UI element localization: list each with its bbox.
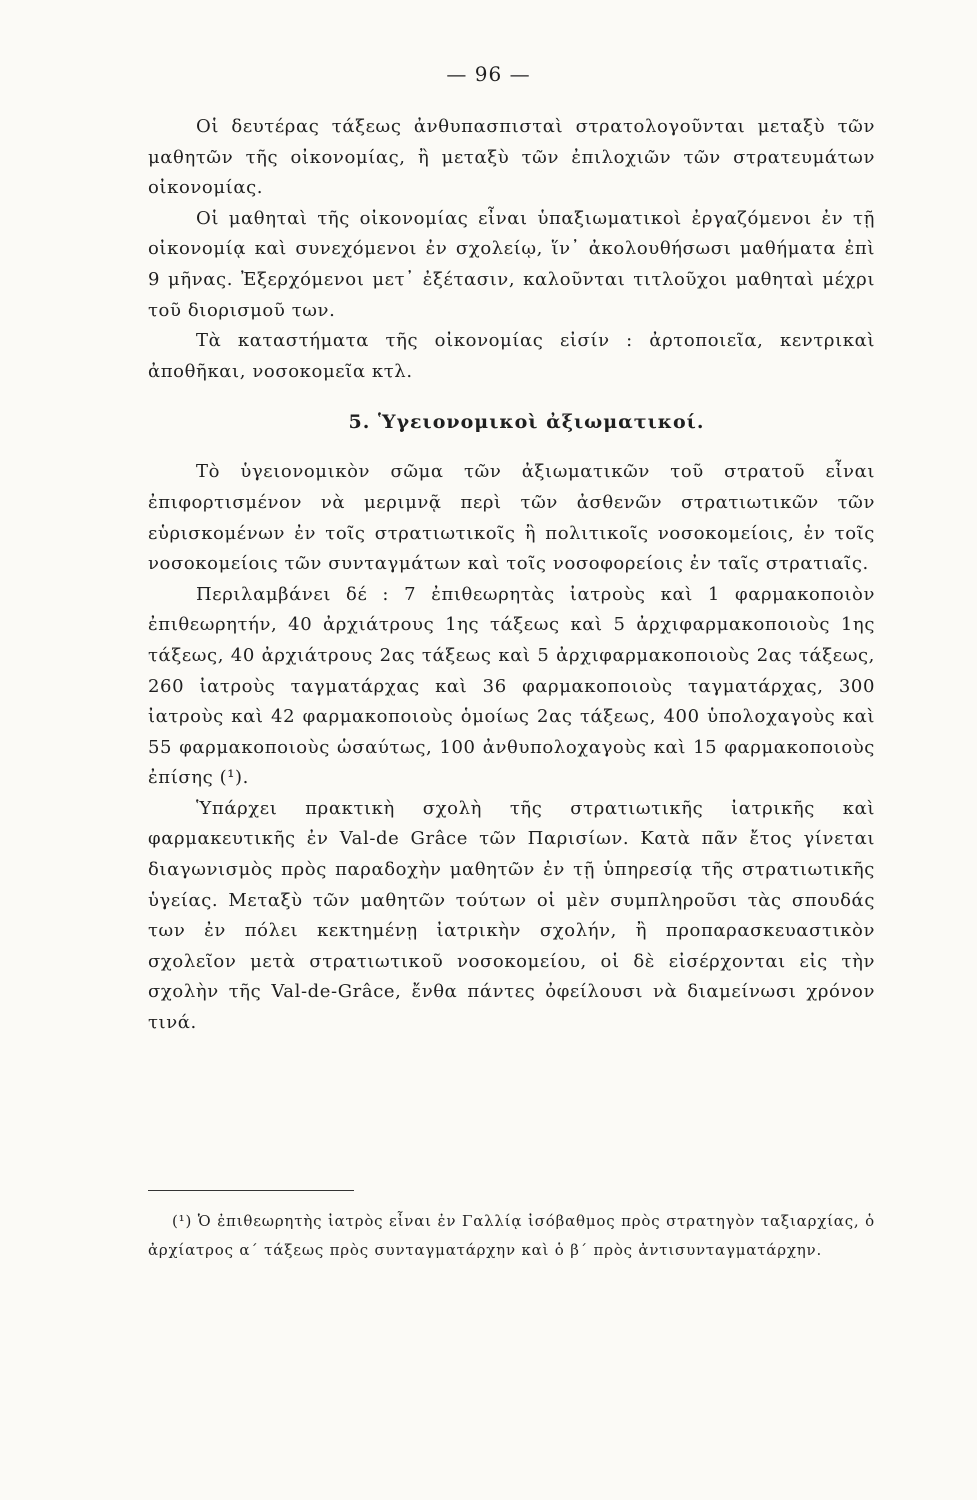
- page-number: — 96 —: [446, 62, 531, 86]
- paragraph: Ὑπάρχει πρακτικὴ σχολὴ τῆς στρατιωτικῆς ἰατρικῆς καὶ φαρμακευτικῆς ἐν Val-de Grâce τῶν Παρισίων. Κατὰ πᾶν ἔτος γίνεται διαγωνισμὸς πρὸς παραδοχὴν μαθητῶν ἐν τῇ ὑπηρεσίᾳ τῆς στρατιωτικῆς ὑγείας. Μεταξὺ τῶν μαθητῶν τούτων οἱ μὲν συμπληροῦσι τὰς σπουδάς των ἐν πόλει κεκτημένῃ ἰατρικὴν σχολήν, ἢ προπαρασκευαστικὸν σχολεῖον μετὰ στρατιωτικοῦ νοσοκομείου, οἱ δὲ εἰσέρχονται εἰς τὴν σχολὴν τῆς Val-de-Grâce, ἔνθα πάντες ὀφείλουσι νὰ διαμείνωσι χρόνον τινά.: [148, 797, 875, 1034]
- paragraph: Τὸ ὑγειονομικὸν σῶμα τῶν ἀξιωματικῶν τοῦ στρατοῦ εἶναι ἐπιφορτισμένον νὰ μεριμνᾷ περὶ τῶν ἀσθενῶν στρατιωτικῶν τῶν εὑρισκομένων ἐν τοῖς στρατιωτικοῖς ἢ πολιτικοῖς νοσοκομείοις, ἐν τοῖς νοσοκομείοις τῶν συνταγμάτων καὶ τοῖς νοσοφορείοις ἐν ταῖς στρατιαῖς.: [148, 461, 875, 575]
- section-heading: 5. Ὑγειονομικοὶ ἀξιωματικοί.: [348, 411, 705, 434]
- paragraph: Τὰ καταστήματα τῆς οἰκονομίας εἰσίν : ἀρτοποιεῖα, κεντρικαὶ ἀποθῆκαι, νοσοκομεῖα κτλ.: [148, 330, 875, 382]
- paragraph: Οἱ μαθηταὶ τῆς οἰκονομίας εἶναι ὑπαξιωματικοὶ ἐργαζόμενοι ἐν τῇ οἰκονομίᾳ καὶ συνεχόμενοι ἐν σχολείῳ, ἵν᾽ ἀκολουθήσωσι μαθήματα ἐπὶ 9 μῆνας. Ἐξερχόμενοι μετ᾽ ἐξέτασιν, καλοῦνται τιτλοῦχοι μαθηταὶ μέχρι τοῦ διορισμοῦ των.: [148, 207, 875, 321]
- paragraph: Περιλαμβάνει δέ : 7 ἐπιθεωρητὰς ἰατροὺς καὶ 1 φαρμακοποιὸν ἐπιθεωρητήν, 40 ἀρχιάτρους 1ης τάξεως καὶ 5 ἀρχιφαρμακοποιοὺς 1ης τάξεως, 40 ἀρχιάτρους 2ας τάξεως καὶ 5 ἀρχιφαρμακοποιοὺς 2ας τάξεως, 260 ἰατροὺς ταγματάρχας καὶ 36 φαρμακοποιοὺς ταγματάρχας, 300 ἰατροὺς καὶ 42 φαρμακοποιοὺς ὁμοίως 2ας τάξεως, 400 ὑπολοχαγοὺς καὶ 55 φαρμακοποιοὺς ὡσαύτως, 100 ἀνθυπολοχαγοὺς καὶ 15 φαρμακοποιοὺς ἐπίσης (¹).: [148, 583, 875, 789]
- footnote-divider: [148, 1190, 354, 1191]
- body-text: [148, 112, 875, 1039]
- paragraph: Οἱ δευτέρας τάξεως ἀνθυπασπισταὶ στρατολογοῦνται μεταξὺ τῶν μαθητῶν τῆς οἰκονομίας, ἢ μεταξὺ τῶν ἐπιλοχιῶν τῶν στρατευμάτων οἰκονομίας.: [148, 116, 875, 199]
- footnote: (¹) Ὁ ἐπιθεωρητὴς ἰατρὸς εἶναι ἐν Γαλλίᾳ ἰσόβαθμος πρὸς στρατηγὸν ταξιαρχίας, ὁ ἀρχίατρος α´ τάξεως πρὸς συνταγματάρχην καὶ ὁ β´ πρὸς ἀντισυνταγματάρχην.: [148, 1212, 875, 1259]
